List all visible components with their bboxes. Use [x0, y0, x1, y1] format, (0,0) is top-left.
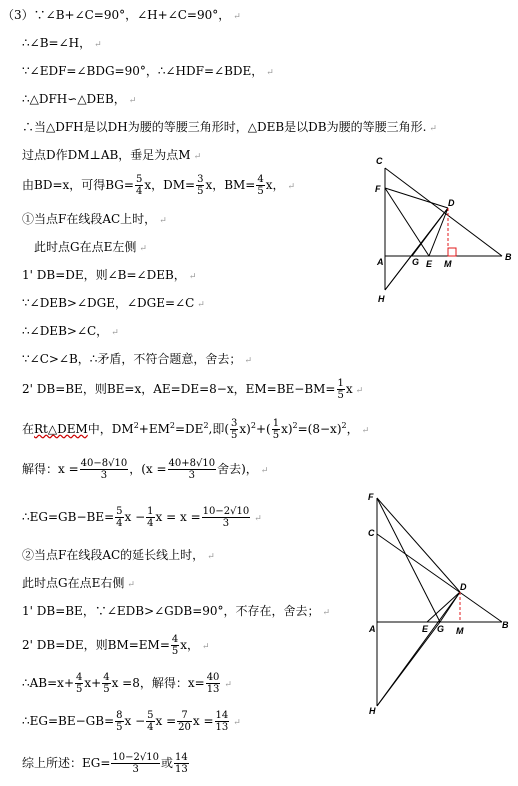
- label-H: H: [378, 294, 385, 304]
- label-E: E: [426, 259, 433, 269]
- line-13: ∵∠C>∠B，∴矛盾，不符合题意，舍去； ↵: [22, 352, 252, 366]
- label-E: E: [422, 624, 429, 634]
- frac-3-5: $\frac{3}{5}$: [197, 174, 204, 197]
- line-10: 1' DB=DE，则∠B=∠DEB， ↵: [22, 268, 197, 282]
- label-C: C: [368, 528, 375, 538]
- label-B: B: [502, 620, 509, 630]
- frac-4-5: $\frac{4}{5}$: [257, 174, 264, 197]
- line-11: ∵∠DEB>∠DGE，∠DGE=∠C ↵: [22, 296, 205, 310]
- frac-5-4: $\frac{5}{4}$: [135, 174, 143, 197]
- line-3: ∵∠EDF=∠BDG=90°，∴∠HDF=∠BDE， ↵: [22, 64, 274, 78]
- line-5: ∴当△DFH是以DH为腰的等腰三角形时，△DEB是以DB为腰的等腰三角形. ↵: [22, 120, 437, 134]
- label-A: A: [377, 257, 384, 267]
- label-H: H: [369, 706, 376, 716]
- line-20: 1' DB=BE，∵∠EDB>∠GDB=90°，不存在，舍去； ↵: [22, 604, 331, 618]
- label-G: G: [437, 624, 445, 634]
- line-7: 由BD=x，可得BG= $\frac{5}{4}$ x，DM= $\frac{3}{5}$ x，BM= $\frac{4}{5}$ x， ↵: [22, 174, 296, 197]
- label-F: F: [375, 184, 381, 194]
- line-2: ∴∠B=∠H， ↵: [22, 36, 102, 50]
- line-21: 2' DB=DE，则BM=EM= $\frac{4}{5}$ x， ↵: [22, 634, 210, 657]
- line-1: （3）∵∠B+∠C=90°，∠H+∠C=90°， ↵: [2, 8, 241, 22]
- line-12: ∴∠DEB>∠C， ↵: [22, 324, 119, 338]
- line-6: 过点D作DM⊥AB，垂足为点M ↵: [22, 148, 202, 162]
- line-8: ①当点F在线段AC上时， ↵: [22, 212, 167, 226]
- line-22: ∴AB=x+ $\frac{4}{5}$ x+ $\frac{4}{5}$ x =8，解得：x= $\frac{40}{13}$ ↵: [22, 672, 232, 695]
- geometry-figure-1: [370, 150, 518, 310]
- line-17: ∴EG=GB−BE= $\frac{5}{4}$ x − $\frac{1}{4}$ x = x = $\frac{10-2√10}{3}$ ↵: [22, 506, 262, 529]
- label-B: B: [505, 252, 512, 262]
- label-M: M: [444, 259, 452, 269]
- line-15: 在Rt△DEM中，$DM^2+EM^2=DE^2$,即( $\frac{3}{5}$ x)$^2$+( $\frac{1}{5}$ $x)^2=(8-x)^2$， ↵: [22, 418, 370, 441]
- line-23: ∴EG=BE−GB= $\frac{8}{5}$ x − $\frac{5}{4}$ x = $\frac{7}{20}$ x = $\frac{14}{13}$ ↵: [22, 710, 241, 733]
- line-9: 此时点G在点E左侧 ↵: [34, 240, 147, 254]
- label-M: M: [456, 626, 464, 636]
- label-F: F: [368, 492, 374, 502]
- line-4: ∴△DFH∽△DEB， ↵: [22, 92, 137, 106]
- line-16: 解得：x = $\frac{40-8√10}{3}$ ，(x = $\frac{40+8√10}{3}$ 舍去)， ↵: [22, 458, 269, 481]
- label-G: G: [412, 257, 420, 267]
- line-19: 此时点G在点E右侧 ↵: [22, 576, 135, 590]
- line-24: 综上所述：EG= $\frac{10-2√10}{3}$ 或 $\frac{14}{13}$: [22, 752, 188, 775]
- line-14: 2' DB=BE，则BE=x，AE=DE=8−x，EM=BE−BM= $\frac{1}{5}$ x ↵: [22, 378, 364, 401]
- line-18: ②当点F在线段AC的延长线上时， ↵: [22, 548, 215, 562]
- geometry-figure-2: [362, 488, 518, 718]
- label-D: D: [460, 582, 467, 592]
- label-C: C: [376, 156, 383, 166]
- label-D: D: [448, 198, 455, 208]
- label-A: A: [369, 624, 376, 634]
